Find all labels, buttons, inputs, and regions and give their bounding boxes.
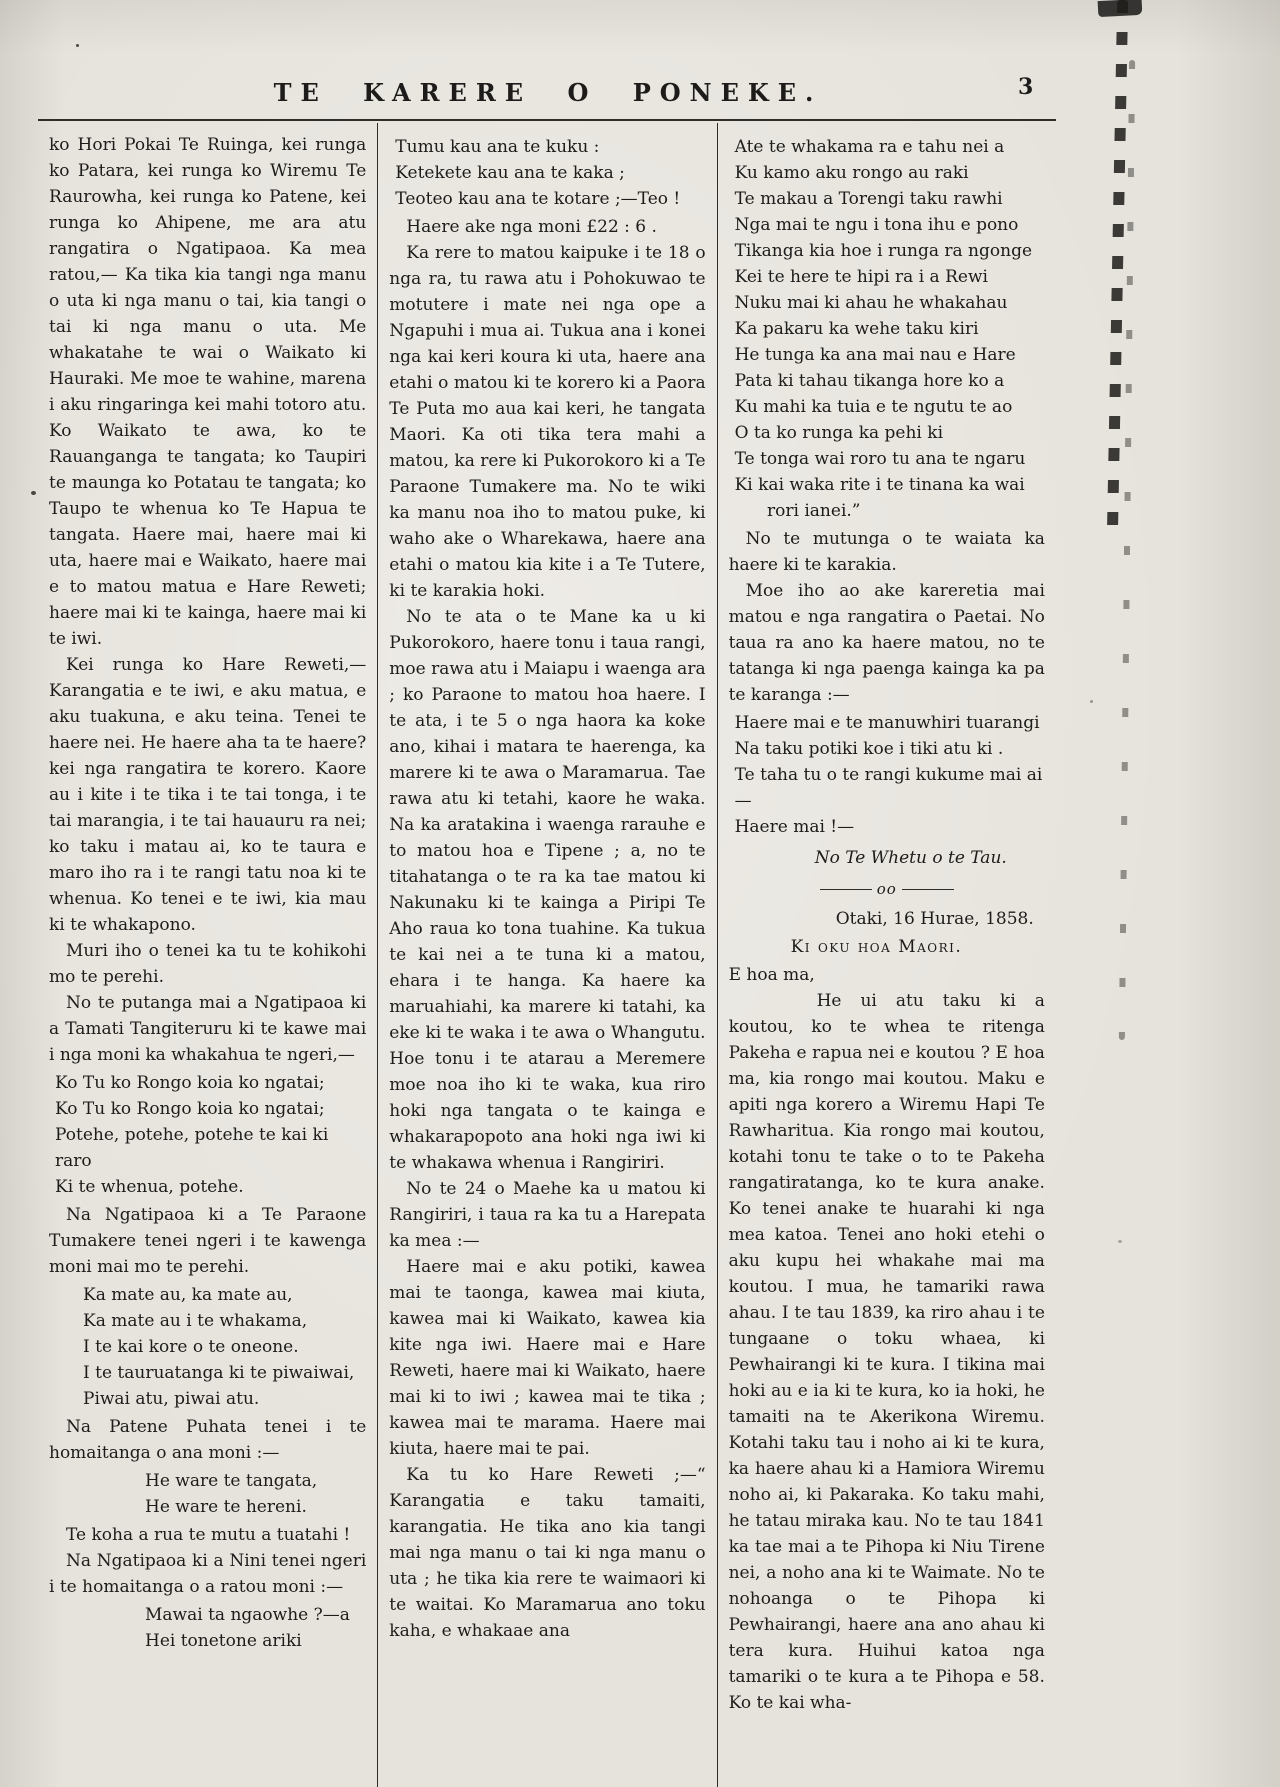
- verse-block: [83, 1282, 366, 1412]
- paragraph: No te ata o te Mane ka u ki Pukorokoro, haere tonu i taua rangi, moe rawa atu i Maiapu i waenga ara ; ko Paraone to matou hoa haere. I te ata, i te 5 o nga haora ka koke ano, kihai i matara te haerenga, ka marere ki te awa o Maramarua. Tae rawa atu ki tetahi, kaore he waka. Na ka aratakina i waenga rarauhe e to matou hoa e Tipene ; a, no te titahatanga o te ra ka tae matou ki Nakunaku ki te kainga a Piripi Te Aho raua ko tona tuahine. Ka tukua te kai nei a te tuna ki a matou, ehara i te hanga. Ka haere ka maruahiahi, ka marere ki tatahi, ka eke ki te waka i te awa o Whangutu. Hoe tonu i te atarau a Meremere moe noa iho ki te waka, kua riro hoki nga tangata o te kainga e whakarapopoto ana hoki nga iwi ki te whakawa whenua i Rangiriri.: [389, 607, 706, 1173]
- verse-line: Te taha tu o te rangi kukume mai ai—: [734, 765, 1043, 811]
- masthead-title: TE KARERE O PONEKE.: [273, 78, 823, 107]
- dateline: Otaki, 16 Hurae, 1858.: [835, 909, 1034, 929]
- column-1: [38, 123, 377, 1787]
- verse-line: Hei tonetone ariki: [145, 1631, 302, 1651]
- verse-line: Ka mate au i te whakama,: [83, 1311, 308, 1331]
- verse-line: Haere mai !—: [734, 817, 855, 837]
- verse-line: He tunga ka ana mai nau e Hare: [734, 345, 1016, 365]
- paragraph: Na Ngatipaoa ki a Nini tenei ngeri i te homaitanga o a ratou moni :—: [49, 1551, 367, 1597]
- verse-line: Potehe, potehe, potehe te kai ki raro: [55, 1125, 334, 1171]
- verse-line: Teoteo kau ana te kotare ;—Teo !: [395, 189, 681, 209]
- verse-line: Nuku mai ki ahau he whakahau: [734, 293, 1008, 313]
- verse-line: He ware te tangata,: [145, 1471, 318, 1491]
- verse-block: [395, 134, 705, 212]
- verse-line: I te tauruatanga ki te piwaiwai,: [83, 1363, 355, 1383]
- verse-line: Pata ki tahau tikanga hore ko a: [734, 371, 1005, 391]
- verse-line: Ku kamo aku rongo au raki: [734, 163, 969, 183]
- column-3: [717, 123, 1056, 1787]
- ink-speck: [76, 44, 79, 47]
- verse-line: Ki kai waka rite i te tinana ka wai: [734, 475, 1025, 495]
- verse-line: O ta ko runga ka pehi ki: [734, 423, 944, 443]
- columns-container: [38, 123, 1056, 1787]
- verse-line: Mawai ta ngaowhe ?—a: [145, 1605, 350, 1625]
- divider-label: oo: [876, 880, 897, 898]
- page-edge-marks: [1119, 60, 1135, 1040]
- verse-line: Ketekete kau ana te kaka ;: [395, 163, 625, 183]
- verse-line: Ko Tu ko Rongo koia ko ngatai;: [55, 1073, 325, 1093]
- paragraph: No te putanga mai a Ngatipaoa ki a Tamati Tangiteruru ki te kawe mai i nga moni ka whakahua te ngeri,—: [49, 993, 367, 1065]
- paragraph: Kei runga ko Hare Reweti,—Karangatia e te iwi, e aku matua, e aku tuakuna, e aku teina. Tenei te haere nei. He haere aha ta te haere? kei nga rangatira te korero. Kaore au i kite i te tika i te tai tonga, i te tai marangia, i te tai hauauru ra nei; ko taku i matau ai, ko te taura e maro iho ra i te rangi tatu noa ki te whenua. Ko tenei e te iwi, kia mau ki te whakapono.: [49, 655, 367, 935]
- verse-block: [735, 710, 1045, 840]
- section-divider: [729, 876, 1045, 902]
- verse-line: Te makau a Torengi taku rawhi: [734, 189, 1003, 209]
- paragraph: Muri iho o tenei ka tu te kohikohi mo te perehi.: [49, 941, 367, 987]
- verse-line: He ware te hereni.: [145, 1497, 307, 1517]
- ink-blot: [1098, 0, 1143, 17]
- paragraph: No te 24 o Maehe ka u matou ki Rangiriri, i taua ra ka tu a Harepata ka mea :—: [389, 1179, 706, 1251]
- verse-line: Ku mahi ka tuia e te ngutu te ao: [734, 397, 1013, 417]
- verse-block: [735, 134, 1045, 524]
- verse-block: [55, 1070, 366, 1200]
- page-edge-marks: [1107, 0, 1128, 540]
- verse-line: Piwai atu, piwai atu.: [83, 1389, 260, 1409]
- ink-speck: [1090, 700, 1093, 703]
- verse-line: Te tonga wai roro tu ana te ngaru: [734, 449, 1026, 469]
- paragraph: Na Patene Puhata tenei i te homaitanga o ana moni :—: [49, 1417, 367, 1463]
- paragraph: Haere ake nga moni £22 : 6 .: [406, 217, 657, 237]
- ink-speck: [1118, 1240, 1122, 1243]
- verse-line: Tumu kau ana te kuku :: [395, 137, 600, 157]
- verse-line: Haere mai e te manuwhiri tuarangi: [734, 713, 1040, 733]
- verse-line: Ka mate au, ka mate au,: [83, 1285, 293, 1305]
- masthead-rule: [38, 119, 1056, 121]
- verse-line: Ka pakaru ka wehe taku kiri: [734, 319, 979, 339]
- salutation: Ki oku hoa Maori.: [790, 937, 963, 957]
- page-number: 3: [1018, 74, 1034, 100]
- verse-block: [145, 1468, 366, 1520]
- column-2: [377, 123, 716, 1787]
- paragraph: Na Ngatipaoa ki a Te Paraone Tumakere tenei ngeri i te kawenga moni mai mo te perehi.: [49, 1205, 367, 1277]
- paragraph: Te koha a rua te mutu a tuatahi !: [66, 1525, 351, 1545]
- paragraph: Ka tu ko Hare Reweti ;—“ Karangatia e taku tamaiti, karangatia. He tika ano kia tangi mai nga manu o tai ki nga manu o uta ; he tika kia rere te waimaori ki te waitai. Ko Maramarua ano toku kaha, e whakaae ana: [389, 1465, 706, 1641]
- paragraph: E hoa ma,: [728, 965, 815, 985]
- divider-rule: [820, 889, 872, 890]
- attribution: No Te Whetu o te Tau.: [814, 848, 1007, 868]
- verse-line: Ki te whenua, potehe.: [55, 1177, 244, 1197]
- verse-line: Kei te here te hipi ra i a Rewi: [734, 267, 988, 287]
- paragraph: Ka rere to matou kaipuke i te 18 o nga ra, tu rawa atu i Pohokuwao te motutere i mate nei nga ope a Ngapuhi i mua ai. Tukua ana i konei nga kai keri koura ki uta, haere ana etahi o matou ki te korero ki a Paora Te Puta mo aua kai keri, he tangata Maori. Ka oti tika tera mahi a matou, ka rere ki Pukorokoro ki a Te Paraone Tumakere ma. No te wiki ka manu noa iho to matou puke, ki waho ake o Wharekawa, haere ana etahi o matou kia kite i a Te Tutere, ki te karakia hoki.: [389, 243, 706, 601]
- verse-line: I te kai kore o te oneone.: [83, 1337, 299, 1357]
- paragraph: No te mutunga o te waiata ka haere ki te karakia.: [728, 529, 1045, 575]
- paragraph: He ui atu taku ki a koutou, ko te whea te ritenga Pakeha e rapua nei e koutou ? E hoa ma, kia rongo mai koutou. Maku e apiti nga korero a Wiremu Hapi Te Rawharitua. Kia rongo mai koutou, kotahi tonu te take o to te Pakeha rangatiratanga, ko te kura anake. Ko tenei anake te huarahi ki nga mea katoa. Tenei ano hoki etehi o aku kupu hei whakahe mai ma koutou. I mua, he tamariki rawa ahau. I te tau 1839, ka riro ahau i te tungaane o toku whaea, ki Pewhairangi ki te kura. I tikina mai hoki au e ia ki te kura, ko ia hoki, he tamaiti na te Akerikona Wiremu. Kotahi taku tau i noho ai ki te kura, ka haere ahau ki a Hamiora Wiremu noho ai, ki Pakaraka. Ko taku mahi, he tatau miraka kau. No te tau 1841 ka tae mai a te Pihopa ki Niu Tirene nei, a noho ana ki te Waimate. No te nohoanga o te Pihopa ki Pewhairangi, haere ana ano ahau ki tera kura. Huihui katoa nga tamariki o te kura a te Pihopa e 58. Ko te kai wha-: [728, 991, 1045, 1713]
- verse-line: Nga mai te ngu i tona ihu e pono: [734, 215, 1019, 235]
- paragraph: Moe iho ao ake kareretia mai matou e nga rangatira o Paetai. No taua ra ano ka haere matou, no te tatanga ki nga paenga kainga ka pa te karanga :—: [728, 581, 1045, 705]
- verse-line: Ate te whakama ra e tahu nei a: [734, 137, 1005, 157]
- verse-line: Na taku potiki koe i tiki atu ki .: [734, 739, 1004, 759]
- paragraph: Haere mai e aku potiki, kawea mai te taonga, kawea mai kiuta, kawea mai ki Waikato, kawea kia kite nga iwi. Haere mai e Hare Reweti, haere mai ki Waikato, haere mai ki to iwi ; kawea mai te tika ; kawea mai te marama. Haere mai kiuta, haere mai te pai.: [389, 1257, 706, 1459]
- divider-rule: [902, 889, 954, 890]
- verse-line: Ko Tu ko Rongo koia ko ngatai;: [55, 1099, 325, 1119]
- verse-line: Tikanga kia hoe i runga ra ngonge: [734, 241, 1033, 261]
- verse-line: rori ianei.”: [734, 501, 861, 521]
- verse-block: [145, 1602, 366, 1654]
- paragraph: ko Hori Pokai Te Ruinga, kei runga ko Patara, kei runga ko Wiremu Te Raurowha, kei runga ko Patene, kei runga ko Ahipene, me ara atu rangatira o Ngatipaoa. Ka mea ratou,— Ka tika kia tangi nga manu o uta ki nga manu o tai, kia tangi o tai ki nga manu o uta. Me whakatahe te wai o Waikato ki Hauraki. Me moe te wahine, marena i aku ringaringa kei mahi totoro atu. Ko Waikato te awa, ko te Rauanganga te tangata; ko Taupiri te maunga ko Potatau te tangata; ko Taupo te whenua ko Te Hapua te tangata. Haere mai, haere mai ki uta, haere mai e Waikato, haere mai e to matou matua e Hare Reweti; haere mai ki te kainga, haere mai ki te iwi.: [49, 135, 367, 649]
- ink-speck: [31, 491, 36, 495]
